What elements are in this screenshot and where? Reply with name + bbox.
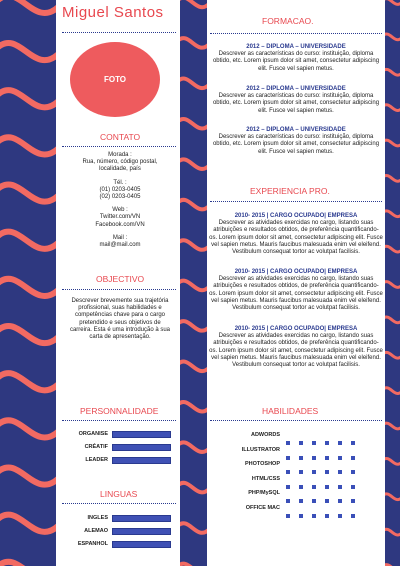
personality-divider (62, 420, 176, 421)
experience-entry-line: atribuições e resultados obtidos, de preferência quantificando- (213, 340, 379, 347)
education-entry-line: Descrever as características do curso: instituição, diploma (218, 51, 374, 58)
address-line: localidade, país (99, 166, 141, 173)
experience-entry (208, 326, 384, 369)
skill-label: HTML/CSS (251, 475, 280, 482)
objective-line: profissional, suas habilidades e (78, 305, 162, 312)
objective-line: competências chave para o cargo (74, 312, 166, 319)
education-entry-line: elit. Fusce vel sapien metus. (258, 148, 334, 155)
mail-label: Mail : (112, 234, 128, 241)
skill-row (210, 503, 380, 513)
name-divider (62, 32, 176, 33)
candidate-name: Miguel Santos (62, 4, 164, 21)
skill-dot (325, 514, 329, 518)
education-title: FORMACAO. (262, 16, 314, 26)
experience-entry-line: vel sapien metus. Mauris faucibus malesuada enim vel eleifend. (211, 241, 381, 248)
contact-divider (62, 146, 176, 147)
experience-entry-line: os. Lorem ipsum dolor sit amet, consectetur adipiscing elit. Fusce (209, 234, 383, 241)
personality-level-bar (112, 457, 171, 464)
education-entry-title: 2012 – DIPLOMA – UNIVERSIDADE (246, 127, 346, 133)
address-line: Rua, número, código postal, (82, 159, 158, 166)
experience-entry (208, 269, 384, 312)
experience-title: EXPERIENCIA PRO. (250, 186, 330, 196)
skill-row (210, 445, 380, 455)
web-link[interactable]: Facebook.com/VN (95, 221, 145, 228)
language-label: INGLES (87, 515, 108, 521)
skill-dot (338, 514, 342, 518)
experience-entry-line: Vestibulum consequat tortor ac volutpat facilisis. (232, 362, 360, 369)
skill-dot (299, 514, 303, 518)
experience-entry-line: os. Lorem ipsum dolor sit amet, consectetur adipiscing elit. Fusce (209, 347, 383, 354)
skill-label: ILLUSTRATOR (241, 446, 280, 453)
personality-label: CRÉATIF (84, 444, 108, 450)
experience-entry-title: 2010- 2015 | CARGO OCUPADO| EMPRESA (234, 326, 358, 332)
tel-line: (01) 0203-0405 (99, 186, 141, 193)
skill-row (210, 430, 380, 440)
tel-line: (02) 0203-0405 (99, 194, 141, 201)
language-label: ESPANHOL (77, 541, 108, 547)
language-level-bar (112, 528, 171, 535)
personality-title: PERSONNALIDADE (80, 406, 159, 416)
language-label: ALEMAO (84, 528, 108, 534)
education-entry-title: 2012 – DIPLOMA – UNIVERSIDADE (246, 44, 346, 50)
objective-text (60, 298, 180, 341)
personality-row (60, 430, 178, 439)
personality-label: ORGANISE (78, 431, 108, 437)
language-level-bar (112, 541, 171, 548)
personality-label: LEADER (85, 457, 108, 463)
languages-divider (62, 503, 176, 504)
right-decorative-stripe (385, 0, 400, 566)
experience-entry-line: Vestibulum consequat tortor ac volutpat facilisis. (232, 305, 360, 312)
personality-row (60, 443, 178, 452)
objective-line: carreira. Esta é uma introdução à sua (69, 326, 171, 333)
skill-label: PHP/MySQL (248, 490, 280, 496)
skill-label: ADWORDS (250, 432, 280, 438)
skill-row (210, 488, 380, 498)
personality-level-bar (112, 444, 171, 451)
experience-entry-line: vel sapien metus. Mauris faucibus malesuada enim vel eleifend. (211, 297, 381, 304)
skill-dot (351, 514, 355, 518)
education-entry (208, 86, 384, 115)
experience-entry-line: Vestibulum consequat tortor ac volutpat facilisis. (232, 249, 360, 256)
objective-line: carta de apresentação. (89, 334, 151, 341)
education-entry-line: obtido, etc. Lorem ipsum dolor sit amet, consectetur adipiscing (212, 100, 380, 107)
objective-line: Descrever brevemente sua trajetória (71, 298, 169, 304)
contact-title: CONTATO (100, 132, 141, 142)
education-divider (210, 33, 382, 34)
skill-level-dots (286, 505, 364, 523)
left-decorative-stripe (0, 0, 56, 566)
language-level-bar (112, 515, 171, 522)
address-label: Morada : (108, 152, 132, 158)
personality-row (60, 456, 178, 465)
photo-label: FOTO (103, 75, 127, 84)
experience-entry-line: Descrever as atividades exercidas no cargo, listando suas (218, 333, 374, 340)
objective-line: pretendido e seus objetivos de (79, 319, 161, 326)
skill-label: PHOTOSHOP (244, 461, 280, 467)
education-entry (208, 127, 384, 156)
experience-entry-title: 2010- 2015 | CARGO OCUPADO| EMPRESA (234, 269, 358, 275)
photo-placeholder (70, 42, 160, 117)
education-entry-line: obtido, etc. Lorem ipsum dolor sit amet, consectetur adipiscing (212, 141, 380, 148)
skills-divider (210, 420, 382, 421)
languages-title: LINGUAS (100, 489, 138, 499)
skill-label: OFFICE MAC (245, 504, 280, 511)
education-entry (208, 44, 384, 73)
middle-decorative-stripe (180, 0, 207, 566)
objective-title: OBJECTIVO (96, 274, 145, 284)
personality-level-bar (112, 431, 171, 438)
skill-row (210, 459, 380, 469)
education-entry-line: elit. Fusce vel sapien metus. (258, 107, 334, 114)
skill-dot (312, 514, 316, 518)
experience-entry-line: atribuições e resultados obtidos, de preferência quantificando- (213, 283, 379, 290)
tel-label: Tél. : (113, 179, 127, 186)
skills-title: HABILIDADES (262, 406, 319, 416)
experience-entry (208, 213, 384, 256)
skill-row (210, 474, 380, 484)
experience-entry-line: os. Lorem ipsum dolor sit amet, consectetur adipiscing elit. Fusce (209, 290, 383, 297)
objective-divider (62, 289, 176, 290)
mail-link[interactable]: mail@mail.com (99, 242, 141, 249)
experience-entry-line: Descrever as atividades exercidas no cargo, listando suas (218, 220, 374, 227)
experience-entry-line: atribuições e resultados obtidos, de preferência quantificando- (213, 227, 379, 234)
experience-divider (210, 201, 382, 202)
education-entry-line: Descrever as características do curso: instituição, diploma (218, 93, 374, 100)
skill-dot (286, 514, 290, 518)
language-row (60, 540, 178, 549)
web-link[interactable]: Twitter.com/VN (99, 214, 141, 221)
education-entry-line: elit. Fusce vel sapien metus. (258, 65, 334, 72)
language-row (60, 514, 178, 523)
education-entry-line: Descrever as características do curso: instituição, diploma (218, 134, 374, 141)
web-label: Web : (112, 207, 128, 214)
experience-entry-title: 2010- 2015 | CARGO OCUPADO| EMPRESA (234, 213, 358, 219)
language-row (60, 527, 178, 536)
experience-entry-line: Descrever as atividades exercidas no cargo, listando suas (218, 276, 374, 283)
contact-details (60, 152, 180, 249)
education-entry-title: 2012 – DIPLOMA – UNIVERSIDADE (246, 86, 346, 92)
experience-entry-line: vel sapien metus. Mauris faucibus malesuada enim vel eleifend. (211, 354, 381, 361)
education-entry-line: obtido, etc. Lorem ipsum dolor sit amet, consectetur adipiscing (212, 58, 380, 65)
